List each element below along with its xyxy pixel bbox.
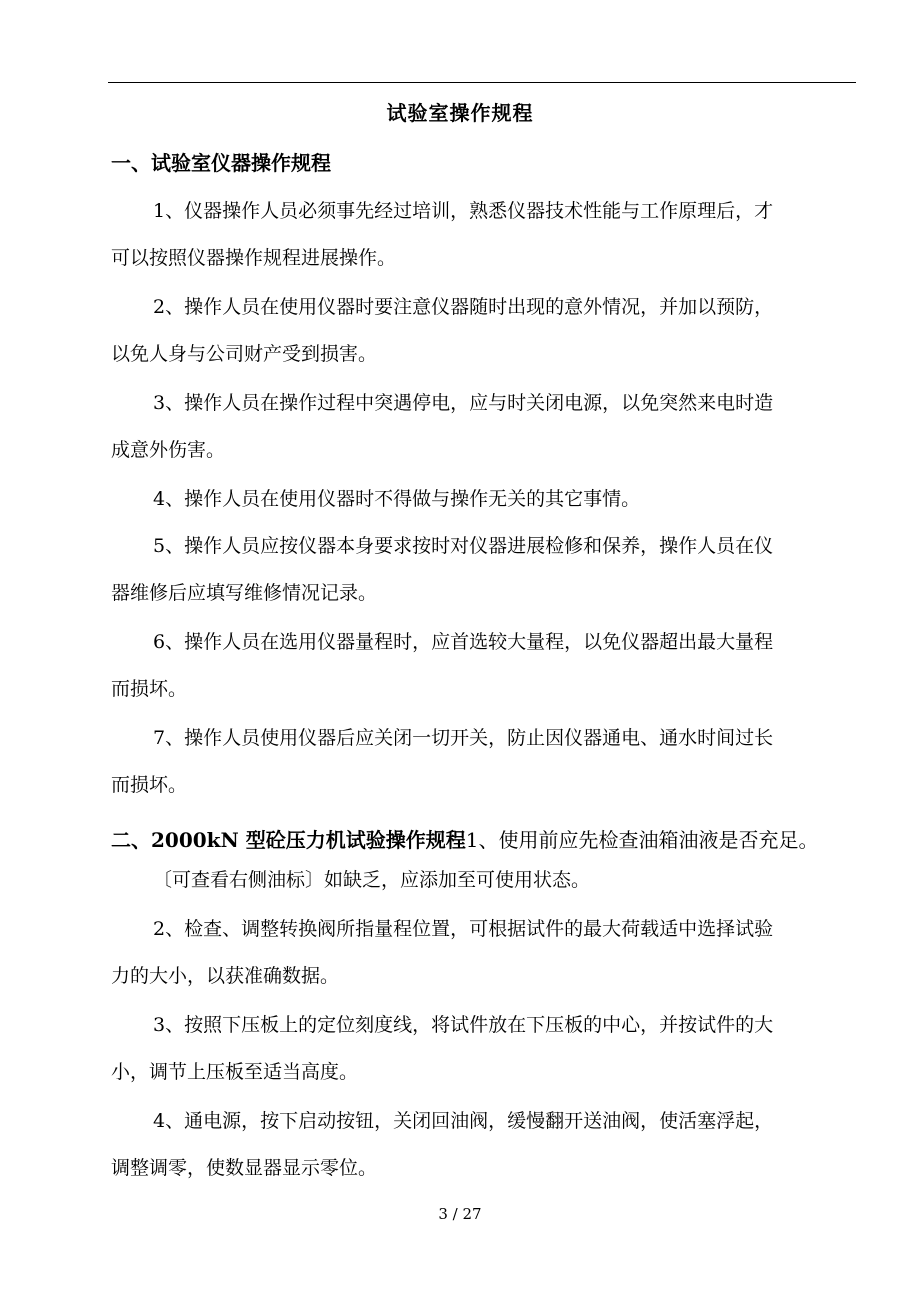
page-number: 3 / 27 [438,1205,482,1223]
paragraph-line: 器维修后应填写维修情况记录。 [111,582,378,604]
section-heading-2-title: 二、2000kN 型砼压力机试验操作规程 [111,828,466,852]
paragraph-line: 6、操作人员在选用仪器量程时，应首选较大量程，以免仪器超出最大量程 [153,631,774,653]
paragraph-line: 调整调零，使数显器显示零位。 [111,1157,378,1179]
section2-inline-text: 1、使用前应先检查油箱油液是否充足。 [465,828,819,852]
section1-paragraph [111,476,856,523]
paragraph-line: 1、仪器操作人员必须事先经过培训，熟悉仪器技术性能与工作原理后，才 [153,200,774,222]
section2-paragraph [111,1002,856,1096]
paragraph-line: 成意外伤害。 [111,439,226,461]
section1-paragraph [111,619,856,713]
header-rule [108,82,856,83]
paragraph-line: 而损坏。 [111,774,188,796]
paragraph-line: 3、按照下压板上的定位刻度线，将试件放在下压板的中心，并按试件的大 [153,1014,774,1036]
paragraph-line: 5、操作人员应按仪器本身要求按时对仪器进展检修和保养，操作人员在仪 [153,535,774,557]
paragraph-line: 4、通电源，按下启动按钮，关闭回油阀，缓慢翻开送油阀，使活塞浮起， [153,1110,774,1132]
section2-continuation: 〔可查看右侧油标〕如缺乏，应添加至可使用状态。 [153,869,591,891]
section-heading-1: 一、试验室仪器操作规程 [111,151,331,175]
section-heading-2 [111,824,819,853]
paragraph-line: 以免人身与公司财产受到损害。 [111,343,378,365]
paragraph-line: 7、操作人员使用仪器后应关闭一切开关，防止因仪器通电、通水时间过长 [153,727,774,749]
section2-paragraph [111,1098,856,1192]
paragraph-line: 4、操作人员在使用仪器时不得做与操作无关的其它事情。 [153,488,641,510]
section1-paragraph [111,284,856,378]
paragraph-line: 2、操作人员在使用仪器时要注意仪器随时出现的意外情况，并加以预防， [153,296,774,318]
section1-paragraph [111,523,856,617]
page-title: 试验室操作规程 [386,101,534,125]
paragraph-line: 力的大小，以获准确数据。 [111,965,340,987]
section2-paragraph [111,906,856,1000]
section1-paragraph [111,380,856,474]
paragraph-line: 小，调节上压板至适当高度。 [111,1061,359,1083]
paragraph-line: 2、检查、调整转换阀所指量程位置，可根据试件的最大荷载适中选择试验 [153,918,774,940]
paragraph-line: 而损坏。 [111,678,188,700]
paragraph-line: 可以按照仪器操作规程进展操作。 [111,247,397,269]
section1-paragraph [111,188,856,282]
section1-paragraph [111,715,856,809]
paragraph-line: 3、操作人员在操作过程中突遇停电，应与时关闭电源，以免突然来电时造 [153,392,774,414]
